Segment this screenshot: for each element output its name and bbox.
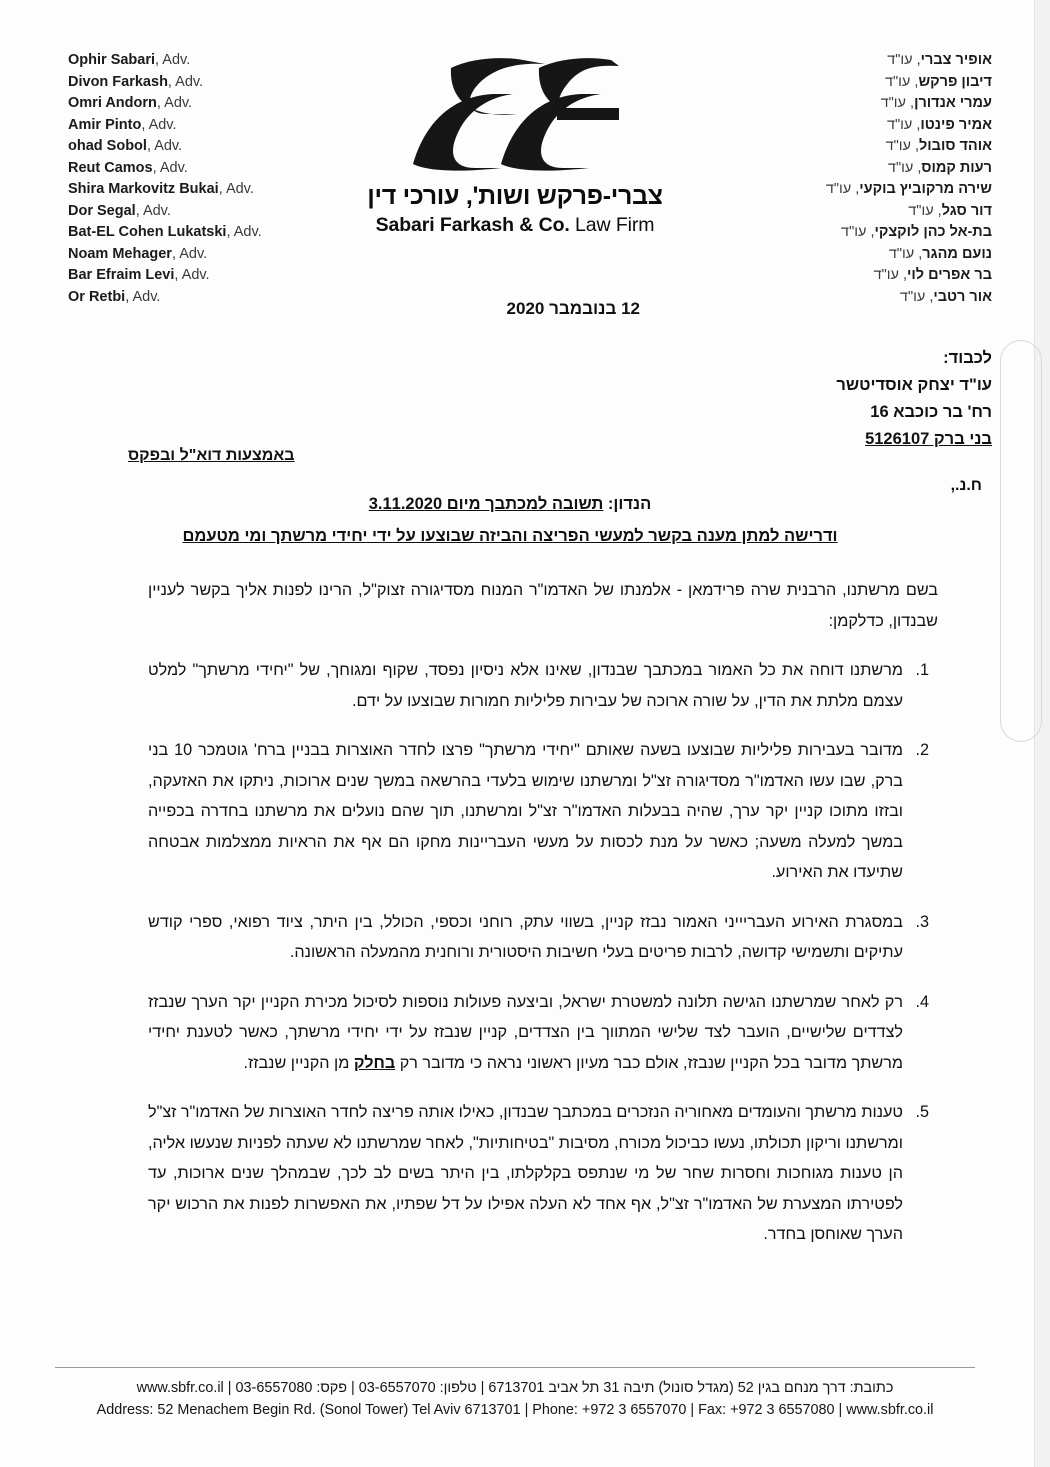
lawyer-name: Omri Andorn [68, 95, 157, 111]
addressee-street: רח' בר כוכבא 16 [870, 403, 992, 421]
lawyer-list-english [68, 50, 368, 308]
lawyer-name: Divon Farkash [68, 73, 168, 90]
lawyer-entry [68, 72, 368, 94]
lawyer-name: Dor Segal [68, 202, 136, 219]
lawyer-title: , עו"ד [884, 73, 919, 90]
numbered-item: 1. מרשתנו דוחה את כל האמור במכתבך שבנדון, שאינו אלא ניסיון נפסד, שקוף ומגוחך, של "יחידי מרשתך" למלט עצמם מלתת את הדין, על שורה ארוכה של עבירות פליליות חמורות שבוצעו על ידם. [148, 655, 911, 716]
lawyer-entry [692, 179, 992, 201]
lawyer-title: , Adv. [174, 267, 210, 283]
numbered-item: 2. מדובר בעבירות פליליות שבוצעו בשעה שאותם "יחידי מרשתך" פרצו לחדר האוצרות בבניין ברח' גוטמכר 10 בני ברק, שבו עשו האדמו"ר מסדיגורה זצ"ל ומרשתנו שימוש בלעדי בהרשאה במשך שנים ארוכות, ניתקו את האזעקה, ובזזו מתוכו קניין יקר ערך, שהיה בבעלות האדמו"ר זצ"ל ומרשתנו, תוך שהם נועלים את מרשתנו בחדרה בכפייה במשך למעלה משעה; כאשר על מנת לכסות על מעשי העבריינות מחקו הם אף את הראיות ממצלמות אבטחה שתיעדו את האירוע. [148, 735, 911, 888]
footer-address-english: Address: 52 Menachem Begin Rd. (Sonol Tower) Tel Aviv 6713701 | Phone: +972 3 6557070 | Fax: +972 3 6557080 | www.sbfr.co.il [96, 1402, 934, 1418]
lawyer-entry [692, 136, 992, 158]
lawyer-name: עמרי אנדורן [914, 95, 992, 111]
lawyer-title: , עו"ד [908, 202, 942, 219]
lawyer-name: שירה מרקוביץ בוקעי [859, 181, 992, 197]
lawyer-entry [692, 158, 992, 180]
lawyer-entry [692, 244, 992, 266]
lawyer-name: Bat-EL Cohen Lukatski [68, 224, 227, 240]
lawyer-entry [68, 158, 368, 180]
lawyer-name: Bar Efraim Levi [68, 267, 175, 283]
lawyer-entry [68, 201, 368, 223]
lawyer-entry [68, 136, 368, 158]
lawyer-title: , Adv. [125, 288, 161, 305]
lawyer-name: אמיר פינטו [920, 116, 992, 133]
lawyer-name: בת-אל כהן לוקצקי [874, 224, 992, 240]
lawyer-name: Ophir Sabari [68, 52, 156, 68]
firm-logo-icon [405, 52, 625, 177]
lawyer-entry [68, 179, 368, 201]
lawyer-title: , Adv. [167, 73, 204, 90]
firm-name-hebrew: צברי-פרקש ושות', עורכי דין [367, 182, 663, 210]
numbered-item: 3. במסגרת האירוע העבריייני האמור נבזז קניין, בשווי עתק, רוחני וכספי, הכולל, בין היתר, ציוד רפואי, ספרי קודש עתיקים ותשמישי קדושה, לרבות פריטים בעלי חשיבות היסטורית ורוחנית מהמעלה הראשונה. [148, 907, 911, 968]
lawyer-title: , Adv. [141, 116, 177, 133]
lawyer-title: , עו"ד [885, 138, 920, 154]
lawyer-entry [692, 115, 992, 137]
lawyer-entry [68, 244, 368, 266]
delivery-method: באמצעות דוא"ל ובפקס [128, 447, 295, 464]
lawyer-name: אור רטבי [933, 288, 992, 305]
lawyer-entry [68, 222, 368, 244]
lawyer-list-hebrew [692, 50, 992, 308]
lawyer-name: Or Retbi [68, 288, 126, 305]
lawyer-title: , עו"ד [825, 181, 860, 197]
subject-line-2: ודרישה למתן מענה בקשר למעשי הפריצה והביזה שבוצעו על ידי יחידי מרשתך ומי מטעמם [182, 527, 838, 545]
addressee-city-zip: בני ברק 5126107 [865, 430, 992, 448]
lawyer-name: דיבון פרקש [918, 73, 992, 90]
lawyer-title: , עו"ד [886, 116, 921, 133]
lawyer-title: , עו"ד [873, 267, 908, 283]
subject-prefix: הנדון: [603, 495, 652, 513]
letter-date: 12 בנובמבר 2020 [506, 299, 640, 318]
intro-paragraph: בשם מרשתנו, הרבנית שרה פרידמאן - אלמנתו של האדמו"ר המנוח מסדיגורה זצוק"ל, הרינו לפנות אליך בקשר לעניין שבנדון, כדלקמן: [148, 581, 938, 630]
lawyer-title: , Adv. [155, 52, 191, 68]
lawyer-title: , עו"ד [880, 95, 915, 111]
lawyer-entry [68, 50, 368, 72]
viewer-edge-strip [1034, 0, 1050, 1467]
subject-text-1: תשובה למכתבך מיום 3.11.2020 [368, 495, 604, 513]
lawyer-entry [692, 50, 992, 72]
lawyer-entry [692, 287, 992, 309]
numbered-item: 4. רק לאחר שמרשתנו הגישה תלונה למשטרת ישראל, וביצעה פעולות נוספות לסיכול מכירת הקניין יקר הערך שנבזז לצדדים שלישיים, הועבר לצד שלישי המתווך בין הצדדים, קניין שנבזז על ידי יחידי מרשתך, כאשר לטענת יחידי מרשתך מדובר בכל הקניין שנבזז, אולם כבר מעיון ראשוני נראה כי מדובר רק בחלק מן הקניין שנבזז. [148, 987, 911, 1079]
lawyer-name: נועם מהגר [922, 245, 992, 262]
lawyer-title: , עו"ד [887, 159, 922, 176]
lawyer-title: , עו"ד [887, 52, 921, 68]
lawyer-title: , עו"ד [841, 224, 875, 240]
letterhead [0, 42, 1030, 305]
addressee-name: עו"ד יצחק אוסדיטשר [836, 376, 992, 394]
lawyer-name: Reut Camos [68, 159, 153, 176]
firm-name-english-rest: Law Firm [569, 213, 655, 236]
lawyer-entry [68, 115, 368, 137]
lawyer-name: אוהד סובול [919, 138, 992, 154]
lawyer-title: , Adv. [156, 95, 193, 111]
lawyer-entry [692, 265, 992, 287]
lawyer-title: , Adv. [135, 202, 171, 219]
salutation: ח.נ., [950, 477, 982, 494]
lawyer-name: Noam Mehager [68, 245, 172, 262]
lawyer-name: אופיר צברי [920, 52, 992, 68]
addressee-block [572, 345, 992, 453]
firm-logo-block [350, 52, 680, 236]
lawyer-entry [692, 201, 992, 223]
lawyer-entry [692, 222, 992, 244]
firm-name-english [350, 214, 680, 236]
firm-name-english-bold: Sabari Farkash & Co. [375, 213, 570, 236]
lawyer-title: , עו"ד [888, 245, 923, 262]
lawyer-entry [692, 72, 992, 94]
lawyer-name: רעות קמוס [921, 159, 992, 176]
lawyer-title: , Adv. [146, 138, 183, 154]
footer-divider [55, 1367, 975, 1368]
subject-line-1 [0, 495, 1020, 514]
addressee-to-label: לכבוד: [943, 349, 992, 367]
lawyer-entry [692, 93, 992, 115]
lawyer-name: דור סגל [941, 202, 992, 219]
lawyer-entry [68, 93, 368, 115]
lawyer-name: בר אפרים לוי [907, 267, 992, 283]
numbered-items-list [148, 655, 938, 1250]
lawyer-entry [68, 265, 368, 287]
footer-address-hebrew: כתובת: דרך מנחם בגין 52 (מגדל סונול) תיבה 31 תל אביב 6713701 | טלפון: 03-6557070 | פקס: 03-6557080 | www.sbfr.co.il [136, 1380, 894, 1396]
lawyer-title: , Adv. [152, 159, 188, 176]
subject-block [0, 495, 1020, 546]
lawyer-name: Amir Pinto [68, 116, 142, 133]
lawyer-title: , Adv. [218, 181, 254, 197]
letter-body [148, 575, 938, 1269]
lawyer-name: Shira Markovitz Bukai [68, 181, 219, 197]
lawyer-title: , Adv. [226, 224, 262, 240]
lawyer-title: , עו"ד [899, 288, 934, 305]
lawyer-title: , Adv. [171, 245, 208, 262]
numbered-item: 5. טענות מרשתך והעומדים מאחוריה הנזכרים במכתבך שבנדון, כאילו אותה פריצה לחדר האוצרות של האדמו"ר זצ"ל ומרשתנו וריקון תכולתו, נעשו כביכול מכורח, מסיבות "בטיחותיות", לאחר שמרשתנו לא שעתה לפניות שנעשו אליה, הן טענות מגוחכות וחסרות שחר של מי שנתפס בקלקלתו, בין היתר בשים לב לכך, שבמהלך שנים ארוכות, עד לפטירתו המצערת של האדמו"ר זצ"ל, אף אחד לא העלה אפילו על דל שפתיו, את האפשרות לפנות את הרכוש יקר הערך שאוחסן בחדר. [148, 1097, 911, 1250]
lawyer-name: ohad Sobol [68, 138, 147, 154]
page-footer [0, 1367, 1030, 1421]
